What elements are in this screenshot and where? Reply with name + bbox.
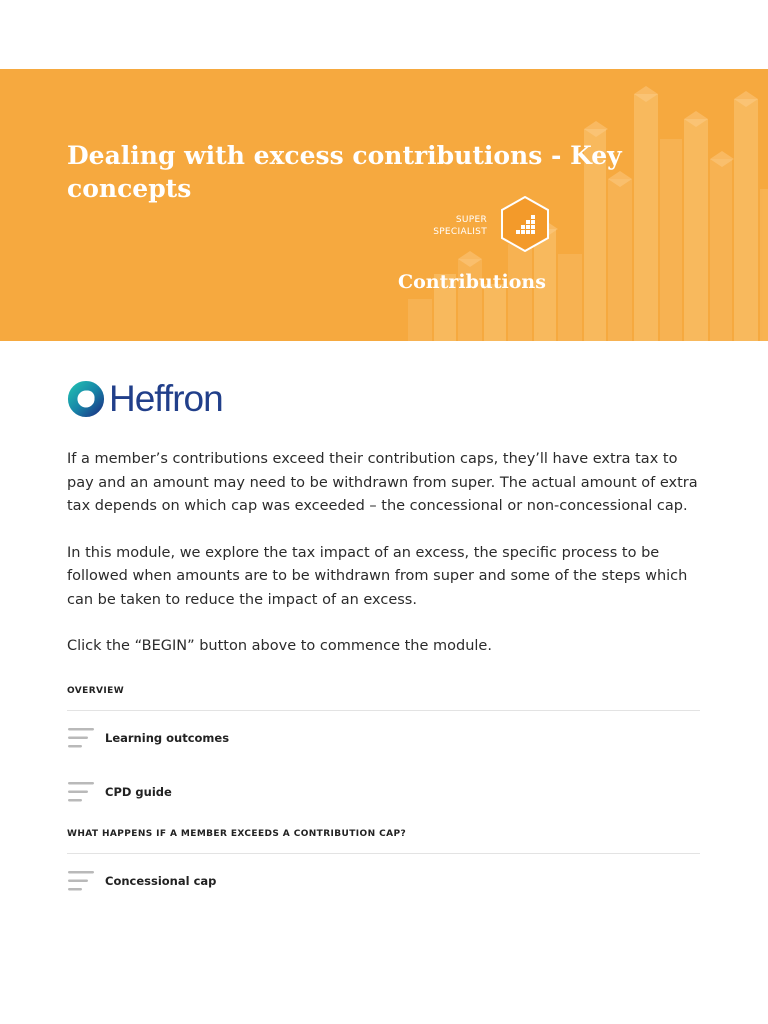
- lesson-item-concessional-cap[interactable]: [67, 869, 216, 893]
- course-header-banner: [0, 69, 768, 341]
- page-title: Dealing with excess contributions - Key concepts: [67, 141, 622, 203]
- section-heading-overview: OVERVIEW: [67, 686, 125, 696]
- lesson-lines-icon: [67, 780, 95, 804]
- module-intro: [67, 448, 707, 682]
- intro-paragraph-1: If a member’s contributions exceed their contribution caps, they’ll have extra tax to pay and an amount may need to be withdrawn from super. The actual amount of extra tax depends on which cap was exceeded – the concessional or non-concessional cap.: [67, 451, 698, 514]
- heffron-ring-logo-icon: [67, 379, 105, 419]
- heffron-logo: [67, 378, 223, 420]
- decorative-bars-graphic: [0, 69, 768, 341]
- intro-paragraph-2: In this module, we explore the tax impact of an excess, the specific process to be followed when amounts are to be withdrawn from super and some of the steps which can be taken to reduce the impact of an excess.: [67, 544, 688, 608]
- intro-paragraph-3: Click the “BEGIN” button above to commence the module.: [67, 638, 492, 654]
- lesson-lines-icon: [67, 869, 95, 893]
- lesson-lines-icon: [67, 726, 95, 750]
- lesson-item-label: Learning outcomes: [105, 731, 230, 745]
- badge-text: [420, 214, 487, 238]
- lesson-item-label: Concessional cap: [105, 874, 217, 888]
- lesson-item-cpd-guide[interactable]: [67, 780, 172, 804]
- badge-line-2: SPECIALIST: [433, 227, 487, 237]
- section-divider: [67, 710, 700, 711]
- section-divider: [67, 853, 700, 854]
- lesson-item-learning-outcomes[interactable]: [67, 726, 229, 750]
- section-heading-exceeds-cap: WHAT HAPPENS IF A MEMBER EXCEEDS A CONTRIBUTION CAP?: [67, 829, 407, 839]
- module-category: Contributions: [398, 271, 546, 293]
- lesson-item-label: CPD guide: [105, 785, 172, 799]
- badge-line-1: SUPER: [455, 215, 487, 225]
- logo-text: Heffron: [109, 378, 223, 419]
- super-specialist-badge-icon: [500, 196, 550, 252]
